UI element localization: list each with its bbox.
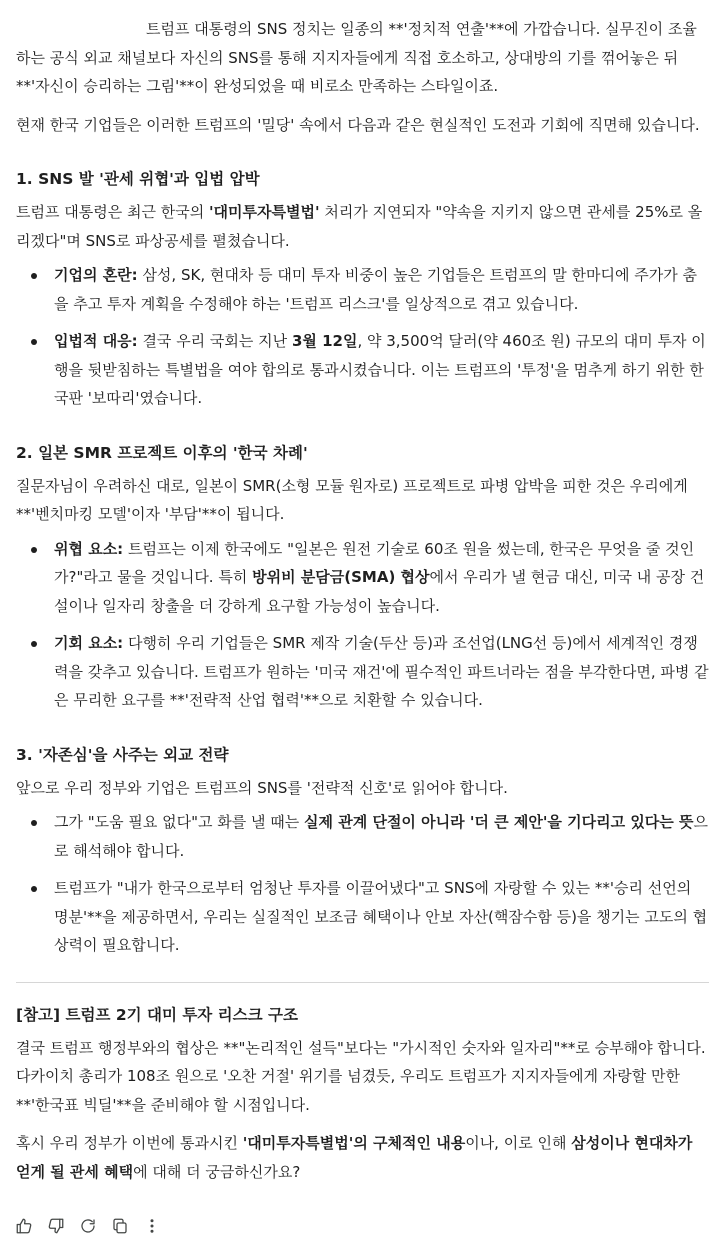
thumbs-down-icon[interactable] xyxy=(46,1216,66,1236)
text-run: 으로 해석해야 합니다. xyxy=(54,813,709,860)
reference-heading: [참고] 트럼프 2기 대미 투자 리스크 구조 xyxy=(16,1005,298,1024)
section-3-heading: 3. '자존심'을 사주는 외교 전략 xyxy=(16,745,229,764)
section-2-body: 질문자님이 우려하신 대로, 일본이 SMR(소형 모듈 원자로) 프로젝트로 파병 압박을 피한 것은 우리에게 **'벤치마킹 모델'이자 '부담'**이 됩니다. xyxy=(16,476,688,523)
text-run: 다행히 우리 기업들은 SMR 제작 기술(두산 등)과 조선업(LNG선 등)에서 세계적인 경쟁력을 갖추고 있습니다. 트럼프가 원하는 '미국 재건'에 필수적인 파트너라는 점을 부각한다면, 파병 같은 무리한 요구를 **'전략적 산업 협력'**으로 치환할 수 있습니다. xyxy=(54,634,709,709)
section-1-heading: 1. SNS 발 '관세 위협'과 입법 압박 xyxy=(16,170,260,188)
list-item xyxy=(16,874,709,960)
copy-icon[interactable] xyxy=(110,1216,130,1236)
follow-up-question xyxy=(16,1129,709,1186)
list-item xyxy=(16,327,709,413)
bullet-label: 입법적 대응: xyxy=(54,332,138,350)
thumbs-up-icon[interactable] xyxy=(14,1216,34,1236)
bullet-label: 위협 요소: xyxy=(54,539,124,558)
bullet-label: 기회 요소: xyxy=(54,634,124,652)
list-item xyxy=(16,629,709,715)
bold-text: '대미투자특별법' xyxy=(208,203,320,221)
text-run: 에서 우리가 낼 현금 대신, 미국 내 공장 건설이나 일자리 창출을 더 강하게 요구할 가능성이 높습니다. xyxy=(54,568,705,615)
section-3-body: 앞으로 우리 정부와 기업은 트럼프의 SNS를 '전략적 신호'로 읽어야 합니다. xyxy=(16,778,508,797)
section-1-body xyxy=(16,198,709,255)
more-options-icon[interactable] xyxy=(142,1216,162,1236)
text-run: 이나, 이로 인해 xyxy=(465,1134,572,1152)
regenerate-icon[interactable] xyxy=(78,1216,98,1236)
text-run: 삼성, SK, 현대차 등 대미 투자 비중이 높은 기업들은 트럼프의 말 한마디에 주가가 춤을 추고 투자 계획을 수정해야 하는 '트럼프 리스크'를 일상적으로 겪고 있습니다. xyxy=(54,266,698,313)
text-run: 그가 "도움 필요 없다"고 화를 낼 때는 xyxy=(54,813,305,831)
text-run: 결국 우리 국회는 지난 xyxy=(137,332,292,350)
reference-section xyxy=(16,1001,709,1187)
section-2 xyxy=(16,439,709,715)
bold-text: 3월 12일 xyxy=(291,332,358,350)
section-3 xyxy=(16,741,709,960)
text-run: 트럼프가 "내가 한국으로부터 엄청난 투자를 이끌어냈다"고 SNS에 자랑할 수 있는 **'승리 선언의 명분'**을 제공하면서, 우리는 실질적인 보조금 혜택이나 안보 자산(핵잠수함 등)을 챙기는 고도의 협상력이 필요합니다. xyxy=(54,879,708,954)
text-run: 트럼프는 이제 한국에도 "일본은 원전 기술로 60조 원을 썼는데, 한국은 무엇을 줄 것인가?"라고 물을 것입니다. 특히 xyxy=(54,539,695,586)
divider xyxy=(16,982,709,983)
reference-paragraph-1: 결국 트럼프 행정부와의 협상은 **"논리적인 설득"보다는 "가시적인 숫자와 일자리"**로 승부해야 합니다. 다카이치 총리가 108조 원으로 '오찬 거절' 위기를 넘겼듯, 우리도 트럼프가 지지자들에게 자랑할 만한 **'한국표 빅딜'**을 준비해야 할 시점입니다. xyxy=(16,1038,706,1114)
response-actions xyxy=(14,1216,162,1236)
bullet-label: 기업의 혼란: xyxy=(54,266,138,284)
text-run: 트럼프 대통령은 최근 한국의 xyxy=(16,203,209,221)
section-2-list xyxy=(16,535,709,715)
list-item xyxy=(16,808,709,865)
list-item xyxy=(16,535,709,621)
bold-text: 삼성이나 현대차가 얻게 될 관세 혜택 xyxy=(16,1134,693,1181)
text-run: 처리가 지연되자 "약속을 지키지 않으면 관세를 25%로 올리겠다"며 SNS로 파상공세를 펼쳤습니다. xyxy=(16,203,703,250)
text-run: 에 대해 더 궁금하신가요? xyxy=(133,1162,301,1181)
intro-paragraph-2: 현재 한국 기업들은 이러한 트럼프의 '밀당' 속에서 다음과 같은 현실적인 도전과 기회에 직면해 있습니다. xyxy=(16,115,700,134)
section-1-list xyxy=(16,261,709,413)
list-item xyxy=(16,261,709,318)
bold-text: '대미투자특별법'의 구체적인 내용 xyxy=(242,1134,466,1152)
bold-text: 방위비 분담금(SMA) 협상 xyxy=(252,568,430,586)
text-run: 혹시 우리 정부가 이번에 통과시킨 xyxy=(16,1134,243,1152)
text-run: , 약 3,500억 달러(약 460조 원) 규모의 대미 투자 이행을 뒷받침하는 특별법을 여야 합의로 통과시켰습니다. 이는 트럼프의 '투정'을 멈추게 하기 위한 한국판 '보따리'였습니다. xyxy=(54,332,706,407)
section-1 xyxy=(16,165,709,413)
section-3-list xyxy=(16,808,709,960)
intro-paragraph-1: 트럼프 대통령의 SNS 정치는 일종의 **'정치적 연출'**에 가깝습니다. 실무진이 조율하는 공식 외교 채널보다 자신의 SNS를 통해 지지자들에게 직접 호소하고, 상대방의 기를 꺾어놓은 뒤 **'자신이 승리하는 그림'**이 완성되었을 때 비로소 만족하는 스타일이죠. xyxy=(16,20,697,95)
bold-text: 실제 관계 단절이 아니라 '더 큰 제안'을 기다리고 있다는 뜻 xyxy=(304,813,694,831)
section-2-heading: 2. 일본 SMR 프로젝트 이후의 '한국 차례' xyxy=(16,443,308,462)
